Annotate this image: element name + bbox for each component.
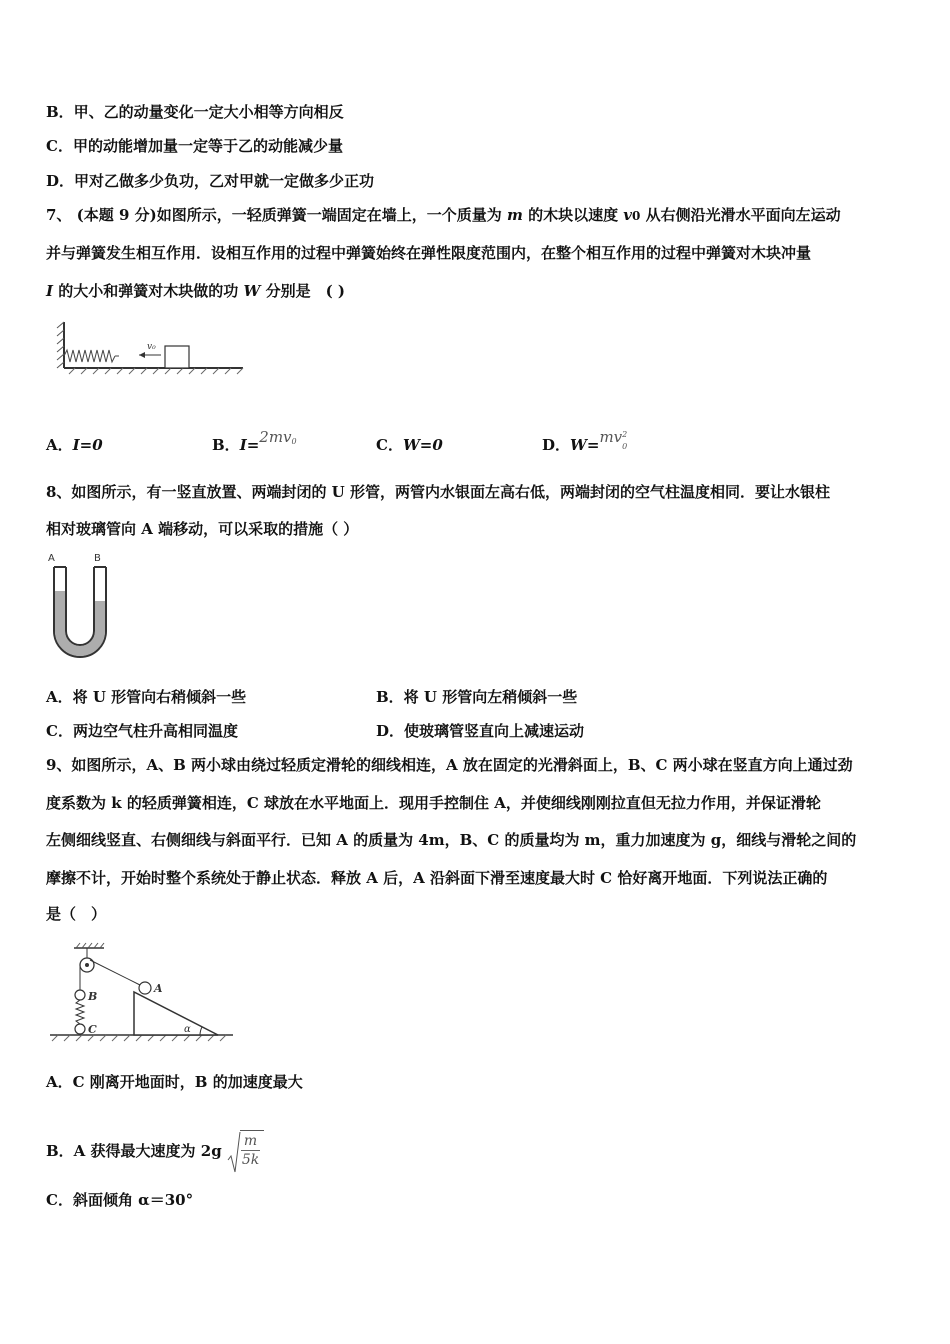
q9-stem-line5: 是（ ） (46, 905, 107, 923)
q9-label-a: A (154, 982, 163, 995)
q8-stem-line1: 8、如图所示，有一竖直放置、两端封闭的 U 形管，两管内水银面左高右低，两端封闭的空气柱温度相同．要让水银柱 (46, 483, 830, 501)
q9-option-b: B．A 获得最大速度为 2g $\frac{m}{5k}$ (46, 1130, 265, 1174)
q8-option-a: A．将 U 形管向右稍倾斜一些 (46, 688, 247, 706)
q7-spring-block-figure (55, 318, 245, 392)
q9-label-c: C (88, 1023, 97, 1036)
q8-option-b: B．将 U 形管向左稍倾斜一些 (376, 688, 578, 706)
q9-stem-line4: 摩擦不计，开始时整个系统处于静止状态．释放 A 后，A 沿斜面下滑至速度最大时 C 恰好离开地面．下列说法正确的 (46, 869, 828, 887)
q6-option-b: B．甲、乙的动量变化一定大小相等方向相反 (46, 103, 344, 121)
q9-option-a: A．C 刚离开地面时，B 的加速度最大 (46, 1073, 303, 1091)
q9-label-b: B (88, 990, 98, 1003)
q7-option-a: A．I=0 (46, 436, 103, 454)
q7-option-c: C．W=0 (376, 436, 443, 454)
q7-stem-line2: 并与弹簧发生相互作用．设相互作用的过程中弹簧始终在弹性限度范围内，在整个相互作用的过程中弹簧对木块冲量 (46, 244, 812, 262)
q8-label-a: A (48, 553, 55, 564)
q8-u-tube-figure (44, 549, 114, 659)
q9-label-alpha: α (184, 1024, 191, 1035)
q7-velocity-label: v₀ (147, 342, 156, 352)
q8-label-b: B (94, 553, 101, 564)
q6-option-d: D．甲对乙做多少负功，乙对甲就一定做多少正功 (46, 172, 375, 190)
q9-pulley-incline-figure (50, 940, 235, 1048)
q8-option-c: C．两边空气柱升高相同温度 (46, 722, 238, 740)
q8-option-d: D．使玻璃管竖直向上减速运动 (376, 722, 585, 740)
q6-option-c: C．甲的动能增加量一定等于乙的动能减少量 (46, 137, 343, 155)
q9-stem-line1: 9、如图所示，A、B 两小球由绕过轻质定滑轮的细线相连，A 放在固定的光滑斜面上，B、C 两小球在竖直方向上通过劲 (46, 756, 853, 774)
q9-option-c: C．斜面倾角 α＝30° (46, 1191, 194, 1209)
q7-option-d: D．W=mv 2 0 (542, 428, 628, 454)
q8-stem-line2: 相对玻璃管向 A 端移动，可以采取的措施（ ） (46, 520, 359, 538)
q7-stem-line3: I 的大小和弹簧对木块做的功 W 分别是 ( ) (46, 282, 345, 300)
q9-stem-line2: 度系数为 k 的轻质弹簧相连，C 球放在水平地面上．现用手控制住 A，并使细线刚刚拉直但无拉力作用，并保证滑轮 (46, 794, 821, 812)
q7-option-b: B．$I=2mv^0$ (212, 428, 297, 454)
q9-stem-line3: 左侧细线竖直、右侧细线与斜面平行．已知 A 的质量为 4m，B、C 的质量均为 m，重力加速度为 g，细线与滑轮之间的 (46, 831, 857, 849)
q7-stem-line1: 7、 (本题 9 分)如图所示，一轻质弹簧一端固定在墙上，一个质量为 m 的木块以速度 v0 从右侧沿光滑水平面向左运动 (46, 206, 841, 224)
